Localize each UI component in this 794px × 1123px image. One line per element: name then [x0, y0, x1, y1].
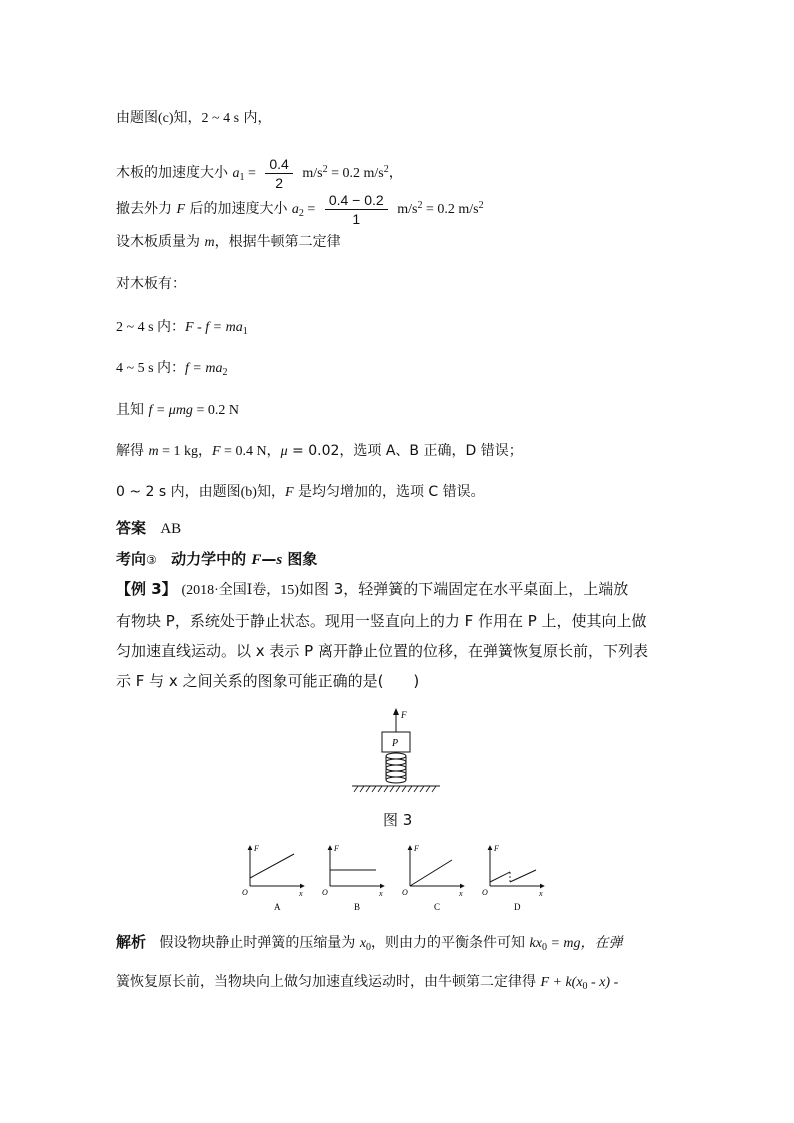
equation: f = ma [185, 361, 223, 376]
text: 对木板有： [116, 276, 186, 292]
text: 0 ~ 2 s 内，由题图 [116, 484, 241, 500]
text: 后的加速度大小 [185, 201, 292, 217]
problem-text: 匀加速直线运动。以 x 表示 P 离开静止位置的位移，在弹簧恢复原长前，下列表 [116, 642, 648, 660]
text: 2 ~ 4 s 内： [116, 320, 186, 335]
spring [386, 753, 406, 783]
text: 4 ~ 5 s 内： [116, 361, 186, 376]
text: 假设物块静止时弹簧的压缩量为 [159, 935, 360, 951]
topic-number: ③ [146, 553, 157, 567]
graph-b [322, 844, 384, 912]
graph-d-line-2 [510, 870, 536, 882]
text: = 0.2 m/s [327, 166, 384, 181]
origin-label: O [242, 888, 248, 897]
graph-a [242, 844, 304, 912]
variable: x [359, 936, 367, 951]
text: 知， [256, 484, 285, 500]
x-axis-label: x [379, 889, 383, 898]
spring-block-figure [348, 706, 444, 798]
problem-text: 如图 3，轻弹簧的下端固定在水平桌面上，上端放 [298, 580, 629, 598]
option-label: B [354, 902, 361, 912]
text: ， [388, 165, 403, 181]
variable: s [276, 552, 283, 568]
origin-label: O [322, 888, 328, 897]
x-axis-label: x [539, 889, 543, 898]
y-axis-label: F [334, 844, 339, 853]
problem-text: 示 F 与 x 之间关系的图象可能正确的是( ) [116, 672, 420, 690]
text: 木板的加速度大小 [116, 165, 233, 181]
text: 撤去外力 [116, 201, 177, 217]
text: 解得 [116, 443, 149, 459]
solution-line-1 [116, 108, 272, 129]
text: 且知 [116, 402, 149, 418]
text: (b) [240, 485, 257, 500]
text: m/s [393, 202, 418, 217]
solution-line-5 [116, 274, 186, 294]
answer-value: AB [160, 521, 182, 537]
text: ，则由力的平衡条件可知 [371, 935, 530, 951]
y-axis-label: F [494, 844, 499, 853]
topic-label: 考向 [116, 550, 147, 568]
denominator: 2 [275, 174, 283, 191]
numerator: 0.4 − 0.2 [325, 191, 388, 210]
fraction [325, 191, 388, 228]
text: = 0.02，选项 A、B 正确，D 错误； [287, 443, 523, 459]
variable: F [211, 444, 221, 459]
force-arrow-head [393, 708, 399, 715]
variable: m [148, 444, 159, 459]
graph-d [482, 844, 544, 912]
superscript: 2 [417, 200, 423, 211]
text: = 0.4 N， [220, 444, 281, 459]
variable: a [232, 166, 240, 181]
topic-title: 动力学中的 [171, 550, 252, 568]
solution-line-6 [116, 317, 248, 342]
subscript: 2 [298, 208, 304, 219]
subscript: 0 [582, 981, 588, 992]
y-axis-label: F [254, 844, 259, 853]
example-tag: 【例 3】 [116, 580, 177, 598]
text: — [261, 550, 277, 568]
graph-c-line [410, 860, 452, 886]
text: = [244, 166, 260, 181]
subscript: 2 [222, 367, 228, 378]
text: 内， [239, 110, 272, 126]
variable: a [291, 202, 299, 217]
text: = 0.2 m/s [422, 202, 479, 217]
superscript: 2 [383, 164, 389, 175]
text: ，根据牛顿第二定律 [214, 234, 341, 250]
graph-c [402, 844, 464, 912]
text: 知， [173, 110, 202, 126]
analysis-label: 解析 [116, 933, 147, 951]
solution-line-7 [116, 358, 227, 383]
variable: F [284, 485, 294, 500]
variable: m [204, 235, 215, 250]
numerator: 0.4 [265, 155, 292, 174]
analysis-line-2 [116, 971, 618, 998]
text: 设木板质量为 [116, 234, 205, 250]
block-label: P [392, 738, 399, 749]
text: 由题图 [116, 110, 158, 126]
text: (c) [158, 111, 174, 126]
superscript: 2 [478, 200, 484, 211]
force-label: F [401, 710, 407, 720]
text: 2 ~ 4 s [201, 111, 240, 126]
ground-hatching [354, 786, 436, 792]
text: 簧恢复原长前，当物块向上做匀加速直线运动时，由牛顿第二定律得 [116, 974, 541, 990]
text: 图象 [282, 550, 318, 568]
topic-heading [116, 549, 317, 570]
text: = 1 kg， [158, 444, 212, 459]
variable: kx [529, 936, 542, 951]
answer-label: 答案 [116, 519, 147, 537]
analysis-line-1 [116, 931, 623, 959]
y-axis-label: F [414, 844, 419, 853]
answer-line [116, 518, 181, 539]
x-axis-label: x [299, 889, 303, 898]
figure-caption: 图 3 [383, 811, 413, 829]
text: = [303, 202, 319, 217]
option-label: C [434, 902, 441, 912]
origin-label: O [402, 888, 408, 897]
example-3-problem [116, 574, 686, 696]
text: = mg，在弹 [546, 936, 623, 951]
subscript: 1 [239, 172, 245, 183]
equation: F - f = ma [185, 320, 243, 335]
equation: - x) - [587, 975, 619, 990]
solution-line-9 [116, 441, 523, 462]
graph-d-line-1 [490, 872, 510, 882]
x-axis-label: x [459, 889, 463, 898]
solution-line-10 [116, 482, 485, 503]
solution-line-3 [116, 184, 484, 236]
option-graphs [236, 842, 556, 914]
equation: F + k(x [540, 975, 583, 990]
variable: F [251, 552, 262, 568]
graph-a-line [250, 854, 294, 878]
origin-label: O [482, 888, 488, 897]
option-label: D [514, 902, 521, 912]
text: m/s [298, 166, 323, 181]
variable: F [176, 202, 186, 217]
equation: f = μmg [148, 403, 193, 418]
solution-line-4 [116, 232, 341, 253]
problem-text: 有物块 P，系统处于静止状态。现用一竖直向上的力 F 作用在 P 上，使其向上做 [116, 612, 647, 630]
variable: μ [280, 444, 288, 459]
subscript: 0 [541, 942, 547, 953]
text: 是均匀增加的，选项 C 错误。 [293, 484, 485, 500]
solution-line-8 [116, 400, 239, 421]
denominator: 1 [352, 210, 361, 227]
text: = 0.2 N [192, 403, 239, 418]
subscript: 0 [366, 942, 372, 953]
superscript: 2 [322, 164, 328, 175]
option-label: A [274, 902, 281, 912]
subscript: 1 [242, 326, 248, 337]
example-source: (2018·全国Ⅰ卷，15) [181, 583, 299, 598]
